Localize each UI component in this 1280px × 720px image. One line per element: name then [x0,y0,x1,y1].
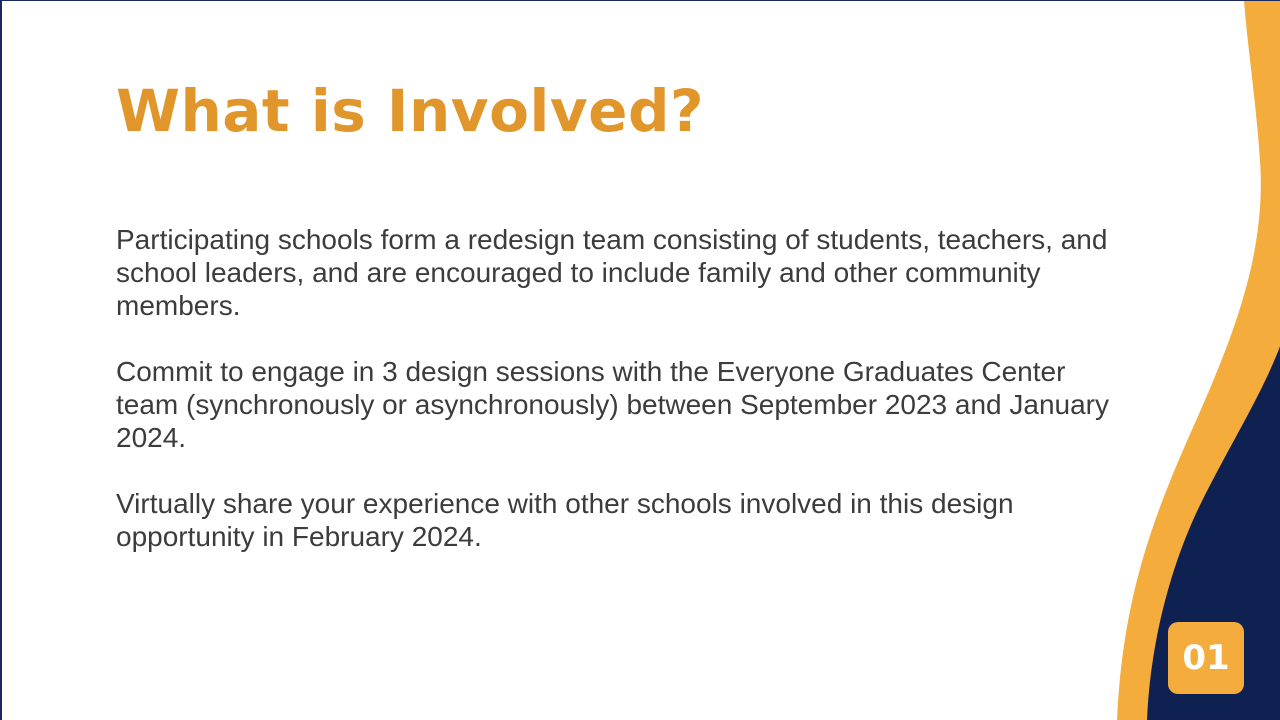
paragraph-sessions: Commit to engage in 3 design sessions with the Everyone Graduates Center team (synchronously or asynchronously) between September 2023 and January 2024. [116,356,1110,453]
page-title: What is Involved? [116,77,705,145]
paragraph-share: Virtually share your experience with other schools involved in this design opportunity in February 2024. [116,488,1014,552]
page-number-badge: 01 [1168,622,1244,694]
paragraph-team: Participating schools form a redesign team consisting of students, teachers, and school leaders, and are encouraged to include family and other community members. [116,224,1108,321]
body-text [116,223,1116,586]
